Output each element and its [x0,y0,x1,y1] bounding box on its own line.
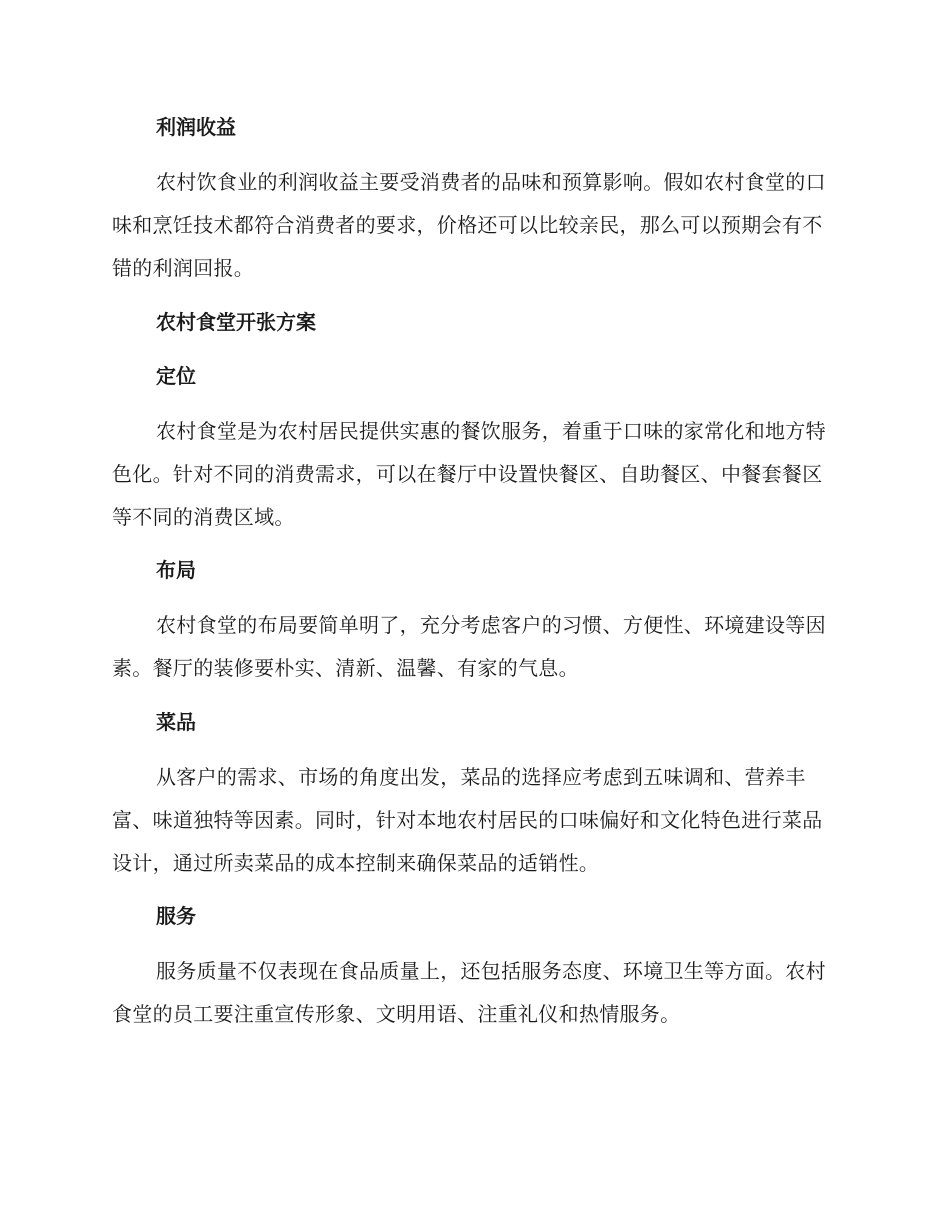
section-heading-opening-plan: 农村食堂开张方案 [156,310,316,334]
section-body-profit: 农村饮食业的利润收益主要受消费者的品味和预算影响。假如农村食堂的口味和烹饪技术都符合消费者的要求，价格还可以比较亲民，那么可以预期会有不错的利润回报。 [112,170,826,280]
section-heading-profit: 利润收益 [156,115,236,139]
section-heading-layout: 布局 [156,558,196,582]
section-body-positioning: 农村食堂是为农村居民提供实惠的餐饮服务，着重于口味的家常化和地方特色化。针对不同的消费需求，可以在餐厅中设置快餐区、自助餐区、中餐套餐区等不同的消费区域。 [112,419,826,529]
section-body-dishes: 从客户的需求、市场的角度出发，菜品的选择应考虑到五味调和、营养丰富、味道独特等因素。同时，针对本地农村居民的口味偏好和文化特色进行菜品设计，通过所卖菜品的成本控制来确保菜品的适销性。 [112,765,823,875]
section-heading-dishes: 菜品 [156,710,196,734]
section-heading-service: 服务 [156,904,196,928]
section-body-service: 服务质量不仅表现在食品质量上，还包括服务态度、环境卫生等方面。农村食堂的员工要注重宣传形象、文明用语、注重礼仪和热情服务。 [112,959,826,1026]
section-heading-positioning: 定位 [156,364,196,388]
section-body-layout: 农村食堂的布局要简单明了，充分考虑客户的习惯、方便性、环境建设等因素。餐厅的装修要朴实、清新、温馨、有家的气息。 [112,613,826,680]
